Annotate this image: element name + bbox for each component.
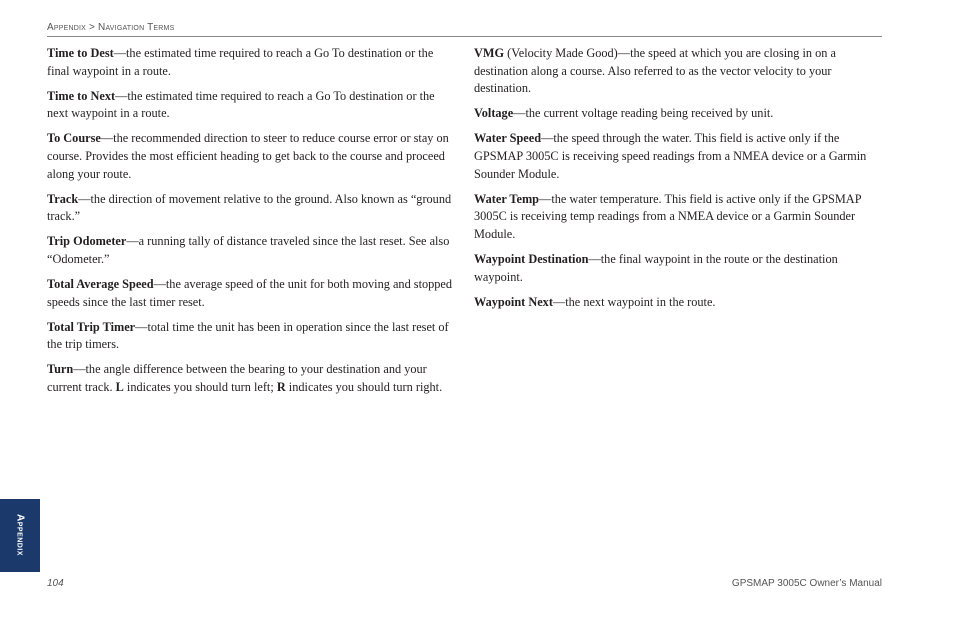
term-entry (47, 319, 457, 354)
turn-left-key: L (115, 380, 124, 394)
term-definition: (Velocity Made Good)—the speed at which you are closing in on a destination along a course. Also referred to as the vector velocity to your destination. (474, 46, 836, 96)
header-subsection: Navigation Terms (98, 22, 175, 33)
term-name: Track (47, 191, 79, 206)
left-column (47, 45, 457, 404)
term-name: Waypoint Destination (474, 251, 589, 266)
term-name: Total Average Speed (47, 277, 154, 292)
term-name: Time to Dest (47, 46, 114, 60)
term-entry (474, 251, 884, 286)
term-definition: —total time the unit has been in operation since the last reset of the trip timers. (47, 319, 449, 352)
term-definition: —the water temperature. This field is active only if the GPSMAP 3005C is receiving temp readings from a NMEA device or a Garmin Sounder Module. (474, 191, 862, 241)
term-entry (474, 45, 884, 98)
term-name: VMG (474, 46, 505, 60)
header-section: Appendix (47, 22, 87, 33)
side-tab-label: Appendix (14, 514, 26, 556)
term-entry-turn (47, 361, 457, 396)
term-name: Turn (47, 362, 74, 377)
term-entry (474, 294, 884, 312)
term-definition: —the average speed of the unit for both moving and stopped speeds since the last timer reset. (47, 277, 453, 309)
term-definition: indicates you should turn left; (123, 380, 277, 394)
term-name: Time to Next (47, 88, 116, 103)
term-definition: indicates you should turn right. (285, 380, 443, 394)
appendix-side-tab[interactable] (0, 499, 40, 572)
header-rule (47, 36, 882, 37)
term-definition: —the estimated time required to reach a Go To destination or the final waypoint in a route. (47, 46, 434, 78)
term-definition: —the next waypoint in the route. (552, 294, 716, 309)
term-entry (474, 130, 884, 183)
term-name: Trip Odometer (47, 234, 127, 249)
term-definition: —the estimated time required to reach a Go To destination or the next waypoint in a route. (47, 88, 435, 121)
term-definition: —the recommended direction to steer to reduce course error or stay on course. Provides the most efficient heading to get back to the course and proceed along your route. (47, 131, 449, 181)
term-entry (474, 191, 884, 244)
term-entry (474, 105, 884, 123)
running-header (47, 22, 882, 33)
page-number: 104 (47, 578, 64, 589)
term-entry (47, 45, 457, 80)
term-name: Voltage (474, 106, 514, 121)
term-name: Waypoint Next (474, 294, 553, 309)
term-entry (47, 88, 457, 123)
term-entry (47, 276, 457, 311)
term-name: Water Speed (474, 131, 542, 146)
right-column (474, 45, 884, 319)
term-definition: —the current voltage reading being received by unit. (513, 106, 774, 121)
term-name: Total Trip Timer (47, 319, 136, 334)
turn-right-key: R (276, 380, 286, 394)
manual-title: GPSMAP 3005C Owner’s Manual (731, 578, 882, 589)
term-entry (47, 191, 457, 226)
term-definition: —the speed through the water. This field is active only if the GPSMAP 3005C is receiving speed readings from a NMEA device or a Garmin Sounder Module. (474, 131, 867, 181)
term-entry (47, 130, 457, 183)
term-name: To Course (47, 131, 101, 146)
term-definition: —the direction of movement relative to the ground. Also known as “ground track.” (47, 191, 452, 224)
term-definition: —the final waypoint in the route or the destination waypoint. (474, 251, 838, 284)
term-definition: —the angle difference between the bearing to your destination and your current track. (47, 362, 427, 394)
term-name: Water Temp (474, 191, 540, 206)
term-definition: —a running tally of distance traveled since the last reset. See also “Odometer.” (47, 234, 450, 266)
term-entry (47, 233, 457, 268)
header-separator: > (89, 22, 96, 33)
